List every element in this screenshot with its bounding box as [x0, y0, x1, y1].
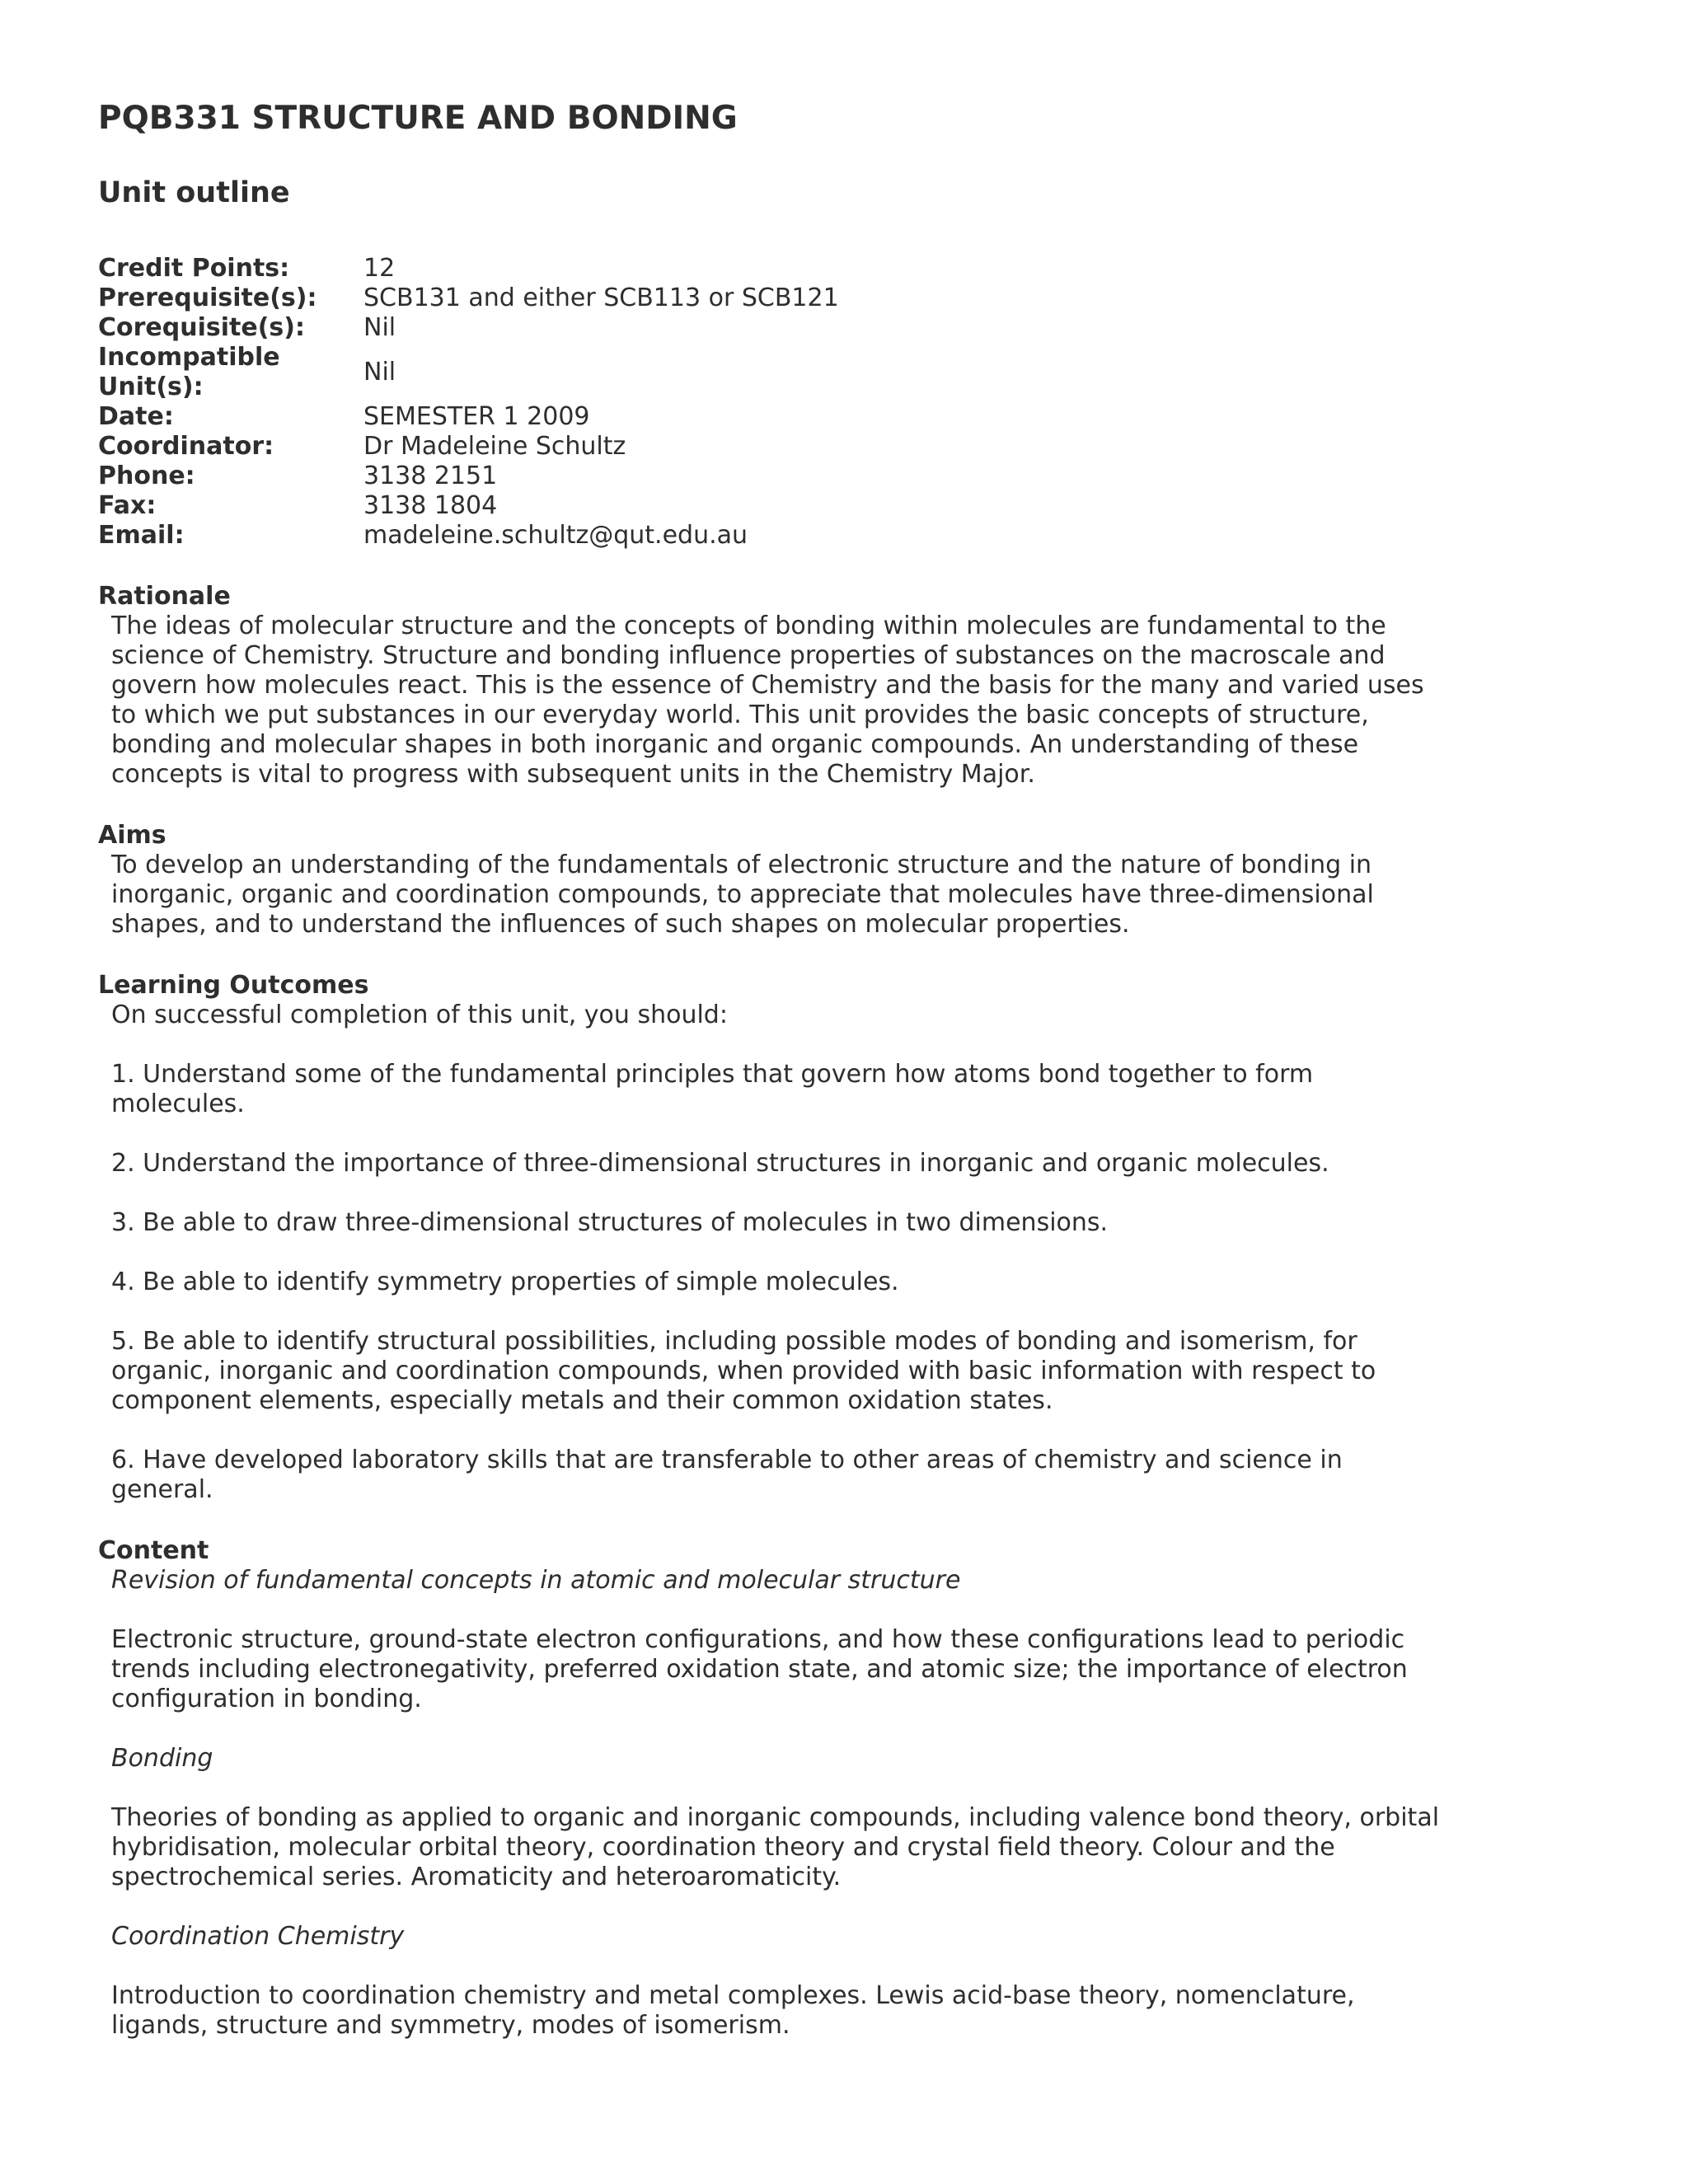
- info-row: [98, 343, 839, 402]
- section-heading: Content: [98, 1536, 209, 1565]
- outcome-item: 1. Understand some of the fundamental principles that govern how atoms bond together to form molecules.: [111, 1060, 1314, 1118]
- info-row: [98, 254, 839, 284]
- info-row: [98, 462, 839, 491]
- info-value: SEMESTER 1 2009: [363, 402, 590, 431]
- info-value: 3138 2151: [363, 462, 498, 490]
- info-label: Email:: [98, 521, 185, 550]
- content-text: Electronic structure, ground-state electron configurations, and how these configurations lead to periodic trends including electronegativity, preferred oxidation state, and atomic size; the importance of electron configuration in bonding.: [111, 1625, 1408, 1713]
- aims-text: To develop an understanding of the fundamentals of electronic structure and the nature of bonding in inorganic, organic and coordination compounds, to appreciate that molecules have three-dimensional shapes, and to understand the influences of such shapes on molecular properties.: [111, 851, 1374, 939]
- outcome-item: 2. Understand the importance of three-dimensional structures in inorganic and organic molecules.: [111, 1149, 1329, 1178]
- content-body: [98, 1566, 1450, 2041]
- document-page: [98, 97, 1450, 2041]
- content-subheading: Coordination Chemistry: [111, 1922, 405, 1951]
- info-label: Date:: [98, 402, 174, 431]
- info-value: 12: [363, 254, 396, 283]
- info-value: 3138 1804: [363, 491, 498, 520]
- content-text: Theories of bonding as applied to organic and inorganic compounds, including valence bond theory, orbital hybridisation, molecular orbital theory, coordination theory and crystal field theory. Colour and the spectrochemical series. Aromaticity and heteroaromaticity.: [111, 1803, 1440, 1891]
- page-subtitle: Unit outline: [98, 176, 290, 209]
- info-row: [98, 284, 839, 313]
- info-label: Phone:: [98, 462, 195, 490]
- outcome-item: 5. Be able to identify structural possibilities, including possible modes of bonding and isomerism, for organic, inorganic and coordination compounds, when provided with basic information with respect to component elements, especially metals and their common oxidation states.: [111, 1327, 1376, 1415]
- learning-outcomes-section: [98, 971, 1450, 1505]
- outcomes-intro: On successful completion of this unit, you should:: [111, 1001, 728, 1029]
- info-label: Corequisite(s):: [98, 313, 305, 342]
- section-heading: Rationale: [98, 582, 231, 611]
- content-text: Introduction to coordination chemistry and metal complexes. Lewis acid-base theory, nomenclature, ligands, structure and symmetry, modes of isomerism.: [111, 1981, 1355, 2040]
- info-value: madeleine.schultz@qut.edu.au: [363, 521, 748, 550]
- info-label: Credit Points:: [98, 254, 290, 283]
- info-value: SCB131 and either SCB113 or SCB121: [363, 284, 839, 312]
- aims-section: [98, 821, 1450, 940]
- info-label: Incompatible Unit(s):: [98, 343, 280, 401]
- page-title: PQB331 STRUCTURE AND BONDING: [98, 100, 738, 137]
- info-row: [98, 521, 839, 551]
- section-heading: Learning Outcomes: [98, 971, 369, 1000]
- info-value: Nil: [363, 358, 396, 387]
- content-subheading: Bonding: [111, 1744, 213, 1773]
- info-value: Nil: [363, 313, 396, 342]
- info-label: Fax:: [98, 491, 157, 520]
- content-section: [98, 1536, 1450, 2041]
- outcome-item: 6. Have developed laboratory skills that are transferable to other areas of chemistry and science in general.: [111, 1446, 1343, 1504]
- info-row: [98, 432, 839, 462]
- outcome-item: 4. Be able to identify symmetry properties of simple molecules.: [111, 1268, 899, 1296]
- info-label: Prerequisite(s):: [98, 284, 317, 312]
- outcome-item: 3. Be able to draw three-dimensional structures of molecules in two dimensions.: [111, 1208, 1109, 1237]
- unit-info-table: [98, 254, 839, 551]
- info-row: [98, 402, 839, 432]
- info-row: [98, 313, 839, 343]
- outcomes-body: [98, 1001, 1450, 1505]
- info-value: Dr Madeleine Schultz: [363, 432, 626, 461]
- content-subheading: Revision of fundamental concepts in atomic and molecular structure: [111, 1566, 961, 1595]
- rationale-section: [98, 582, 1450, 790]
- info-label: Coordinator:: [98, 432, 274, 461]
- rationale-text: The ideas of molecular structure and the concepts of bonding within molecules are fundamental to the science of Chemistry. Structure and bonding influence properties of substances on the macroscale and govern how molecules react. This is the essence of Chemistry and the basis for the many and varied uses to which we put substances in our everyday world. This unit provides the basic concepts of structure, bonding and molecular shapes in both inorganic and organic compounds. An understanding of these concepts is vital to progress with subsequent units in the Chemistry Major.: [111, 612, 1424, 789]
- section-heading: Aims: [98, 821, 166, 850]
- info-row: [98, 491, 839, 521]
